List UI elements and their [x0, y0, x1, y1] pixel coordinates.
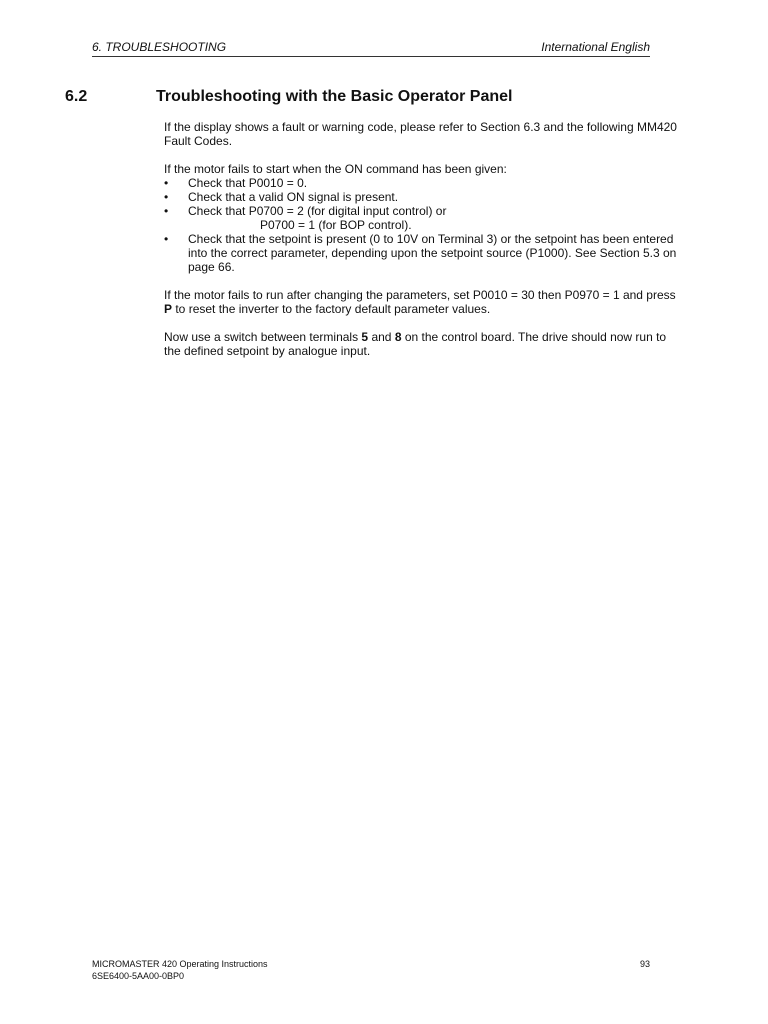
- reset-text-start: If the motor fails to run after changing the parameters, set P0010 = 30 then P0970 = 1 and press: [164, 288, 676, 302]
- bullet-icon: •: [164, 232, 169, 246]
- section-body: [164, 120, 684, 372]
- list-item: [164, 232, 684, 274]
- list-item: [164, 176, 684, 190]
- section-title: Troubleshooting with the Basic Operator Panel: [156, 88, 513, 105]
- page-header: [92, 41, 650, 57]
- header-language: International English: [541, 40, 650, 54]
- bullet-icon: •: [164, 176, 169, 190]
- header-chapter: 6. TROUBLESHOOTING: [92, 40, 227, 54]
- terminal-number: 5: [361, 330, 369, 344]
- list-item-text: Check that P0700 = 2 (for digital input control) or: [188, 204, 447, 218]
- start-lead-paragraph: If the motor fails to start when the ON command has been given:: [164, 162, 507, 176]
- switch-text-start: Now use a switch between terminals: [164, 330, 362, 344]
- terminal-number: 8: [394, 330, 402, 344]
- list-item: [164, 204, 684, 232]
- list-item-text: Check that the setpoint is present (0 to 10V on Terminal 3) or the setpoint has been entered into the correct parameter, depending upon the setpoint source (P1000). See Section 5.3 on page 66.: [188, 232, 677, 274]
- switch-text-end: on the control board. The drive should now run to the defined setpoint by analogue input.: [164, 330, 667, 358]
- footer-order-number: 6SE6400-5AA00-0BP0: [92, 971, 185, 981]
- reset-text-end: to reset the inverter to the factory default parameter values.: [172, 302, 491, 316]
- section-number: 6.2: [65, 88, 88, 105]
- switch-text-and: and: [368, 330, 395, 344]
- switch-paragraph: [164, 330, 684, 358]
- footer-manual-title: MICROMASTER 420 Operating Instructions: [92, 959, 268, 969]
- page-footer: [92, 958, 650, 982]
- intro-paragraph: If the display shows a fault or warning code, please refer to Section 6.3 and the following MM420 Fault Codes.: [164, 120, 677, 148]
- page-number: 93: [639, 959, 650, 969]
- bullet-icon: •: [164, 204, 169, 218]
- list-item: [164, 190, 684, 204]
- bullet-icon: •: [164, 190, 169, 204]
- check-list: [164, 176, 684, 274]
- list-item-text: Check that P0010 = 0.: [188, 176, 308, 190]
- reset-paragraph: [164, 288, 684, 316]
- list-item-subline: P0700 = 1 (for BOP control).: [260, 218, 412, 232]
- list-item-text: Check that a valid ON signal is present.: [188, 190, 399, 204]
- reset-key: P: [164, 302, 173, 316]
